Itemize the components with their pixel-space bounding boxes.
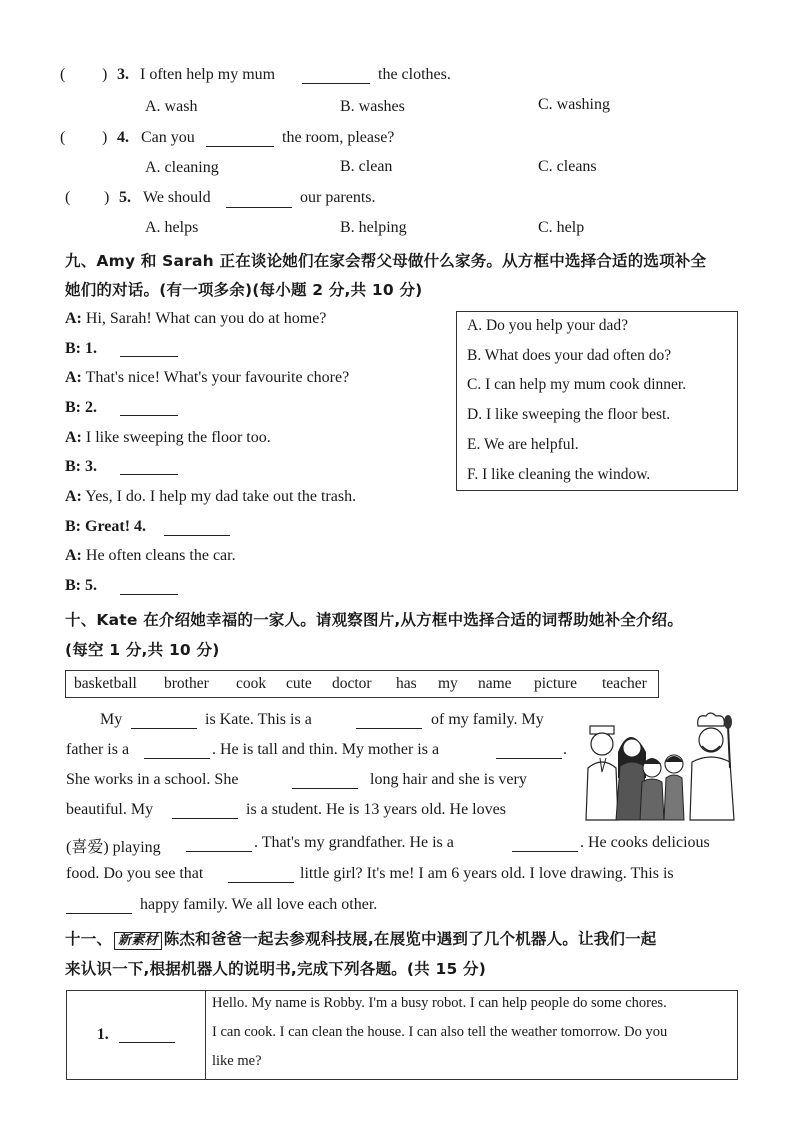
- option-item: A. Do you help your dad?: [467, 317, 628, 334]
- new-material-tag: 新素材: [114, 932, 162, 950]
- word-bank-item: cute: [286, 675, 312, 692]
- word-bank-item: brother: [164, 675, 209, 692]
- answer-blank[interactable]: [120, 414, 178, 416]
- dialogue-line: B: 5.: [65, 577, 97, 594]
- word-bank-item: my: [438, 675, 458, 692]
- option-item: F. I like cleaning the window.: [467, 466, 651, 483]
- question-number: 3.: [117, 66, 129, 83]
- answer-paren-close: ): [102, 66, 108, 83]
- option-a: A. cleaning: [145, 159, 219, 176]
- option-b: B. clean: [340, 158, 393, 175]
- section-11-heading-text: 陈杰和爸爸一起去参观科技展,在展览中遇到了几个机器人。让我们一起: [163, 930, 657, 948]
- family-picture: [580, 712, 742, 822]
- passage-text: (喜爱) playing: [66, 839, 161, 856]
- answer-paren-close: ): [104, 189, 110, 206]
- family-illustration: [580, 712, 742, 822]
- row-number: 1.: [97, 1026, 109, 1043]
- option-item: C. I can help my mum cook dinner.: [467, 376, 687, 393]
- answer-blank[interactable]: [120, 593, 178, 595]
- question-number: 4.: [117, 129, 129, 146]
- options-box: [456, 311, 738, 491]
- answer-paren-close: ): [102, 129, 108, 146]
- answer-blank[interactable]: [120, 473, 178, 475]
- passage-text: is a student. He is 13 years old. He loves: [246, 801, 506, 818]
- passage-text: of my family. My: [431, 711, 544, 728]
- table-divider: [205, 991, 206, 1079]
- word-bank-item: name: [478, 675, 512, 692]
- answer-blank[interactable]: [226, 206, 292, 208]
- passage-text: little girl? It's me! I am 6 years old. I love drawing. This is: [300, 865, 674, 882]
- option-a: A. helps: [145, 219, 199, 236]
- answer-blank[interactable]: [186, 850, 252, 852]
- answer-blank[interactable]: [131, 727, 197, 729]
- answer-blank[interactable]: [144, 757, 210, 759]
- word-bank-item: basketball: [74, 675, 137, 692]
- robot-description: like me?: [212, 1053, 262, 1069]
- answer-blank[interactable]: [228, 881, 294, 883]
- option-item: E. We are helpful.: [467, 436, 579, 453]
- option-b: B. washes: [340, 98, 405, 115]
- passage-text: .: [563, 741, 567, 758]
- question-stem: I often help my mum: [140, 66, 276, 83]
- dialogue-line: A: That's nice! What's your favourite chore?: [65, 369, 350, 386]
- section-9-heading: 九、Amy 和 Sarah 正在谈论她们在家会帮父母做什么家务。从方框中选择合适的选项补全: [65, 252, 707, 270]
- word-bank-item: doctor: [332, 675, 372, 692]
- passage-text: She works in a school. She: [66, 771, 239, 788]
- section-9-heading-line2: 她们的对话。(有一项多余)(每小题 2 分,共 10 分): [65, 281, 423, 299]
- passage-text: . He cooks delicious: [580, 834, 710, 851]
- answer-blank[interactable]: [120, 355, 178, 357]
- answer-blank[interactable]: [172, 817, 238, 819]
- section-11-heading-line2: 来认识一下,根据机器人的说明书,完成下列各题。(共 15 分): [65, 960, 487, 978]
- answer-paren-open: (: [60, 129, 66, 146]
- passage-text: beautiful. My: [66, 801, 154, 818]
- robot-description: Hello. My name is Robby. I'm a busy robot. I can help people do some chores.: [212, 995, 667, 1011]
- passage-text: . That's my grandfather. He is a: [254, 834, 454, 851]
- question-stem: Can you: [141, 129, 195, 146]
- dialogue-line: B: Great! 4.: [65, 518, 147, 535]
- robot-description: I can cook. I can clean the house. I can also tell the weather tomorrow. Do you: [212, 1024, 668, 1040]
- dialogue-line: A: Yes, I do. I help my dad take out the trash.: [65, 488, 357, 505]
- question-stem: We should: [143, 189, 211, 206]
- dialogue-line: B: 3.: [65, 458, 97, 475]
- option-c: C. washing: [538, 96, 610, 113]
- section-11-heading: [65, 927, 657, 950]
- option-b: B. helping: [340, 219, 407, 236]
- answer-blank[interactable]: [164, 534, 230, 536]
- dialogue-line: B: 2.: [65, 399, 97, 416]
- answer-paren-open: (: [60, 66, 66, 83]
- section-10-heading: 十、Kate 在介绍她幸福的一家人。请观察图片,从方框中选择合适的词帮助她补全介绍。: [65, 611, 684, 629]
- option-item: B. What does your dad often do?: [467, 347, 672, 364]
- dialogue-line: A: He often cleans the car.: [65, 547, 236, 564]
- word-bank: [65, 670, 659, 698]
- question-stem-end: the clothes.: [378, 66, 451, 83]
- dialogue-line: A: Hi, Sarah! What can you do at home?: [65, 310, 327, 327]
- passage-text: happy family. We all love each other.: [140, 896, 378, 913]
- word-bank-item: has: [396, 675, 417, 692]
- answer-paren-open: (: [65, 189, 71, 206]
- passage-text: father is a: [66, 741, 130, 758]
- answer-blank[interactable]: [302, 82, 370, 84]
- answer-blank[interactable]: [496, 757, 562, 759]
- passage-text: long hair and she is very: [370, 771, 527, 788]
- answer-blank[interactable]: [512, 850, 578, 852]
- passage-text: food. Do you see that: [66, 865, 204, 882]
- answer-blank[interactable]: [66, 912, 132, 914]
- word-bank-item: cook: [236, 675, 267, 692]
- passage-text: is Kate. This is a: [205, 711, 312, 728]
- section-11-number: 十一、: [65, 930, 113, 948]
- answer-blank[interactable]: [292, 787, 358, 789]
- option-a: A. wash: [145, 98, 198, 115]
- option-c: C. cleans: [538, 158, 597, 175]
- question-stem-end: our parents.: [300, 189, 376, 206]
- question-stem-end: the room, please?: [282, 129, 395, 146]
- dialogue-line: A: I like sweeping the floor too.: [65, 429, 271, 446]
- robot-table: [66, 990, 738, 1080]
- answer-blank[interactable]: [356, 727, 422, 729]
- passage-text: . He is tall and thin. My mother is a: [212, 741, 440, 758]
- section-10-heading-line2: (每空 1 分,共 10 分): [65, 641, 220, 659]
- answer-blank[interactable]: [119, 1041, 175, 1043]
- word-bank-item: picture: [534, 675, 578, 692]
- question-number: 5.: [119, 189, 131, 206]
- answer-blank[interactable]: [206, 145, 274, 147]
- word-bank-item: teacher: [602, 675, 647, 692]
- dialogue-line: B: 1.: [65, 340, 97, 357]
- option-item: D. I like sweeping the floor best.: [467, 406, 671, 423]
- option-c: C. help: [538, 219, 585, 236]
- passage-text: My: [100, 711, 123, 728]
